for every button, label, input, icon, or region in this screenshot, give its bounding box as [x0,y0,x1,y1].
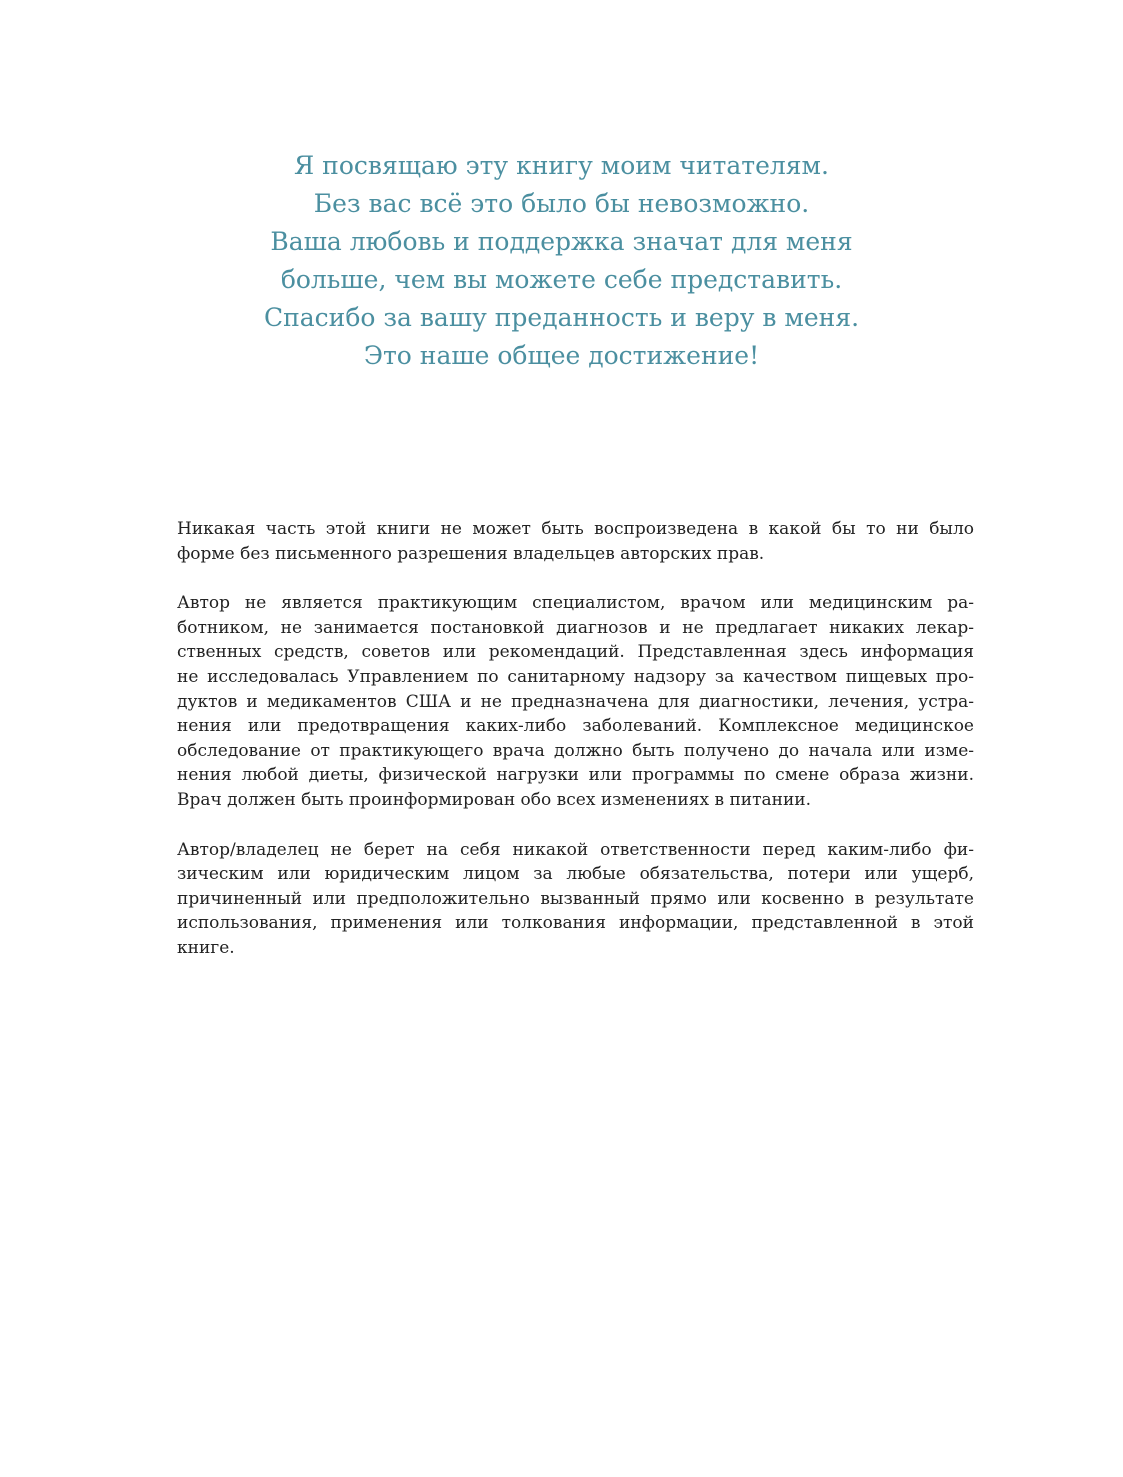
text-line: не исследовалась Управлением по санитарному надзору за качеством пищевых про- [177,666,974,687]
text-line: ственных средств, советов или рекомендаций. Представленная здесь информация [177,642,974,663]
liability-disclaimer-paragraph [177,838,974,961]
dedication-line: больше, чем вы можете себе представить. [280,265,843,294]
copyright-notice [177,517,974,986]
text-line: Никакая часть этой книги не может быть воспроизведена в какой бы то ни было [177,519,974,539]
dedication-line: Я посвящаю эту книгу моим читателям. [294,151,829,180]
text-line: книге. [177,937,235,958]
text-line: использования, применения или толкования информации, представленной в этой [177,913,974,934]
text-line: зическим или юридическим лицом за любые обязательства, потери или ущерб, [177,864,974,885]
dedication [160,147,963,375]
text-line: нения или предотвращения каких-либо заболеваний. Комплексное медицинское [177,716,974,737]
text-line: Автор не является практикующим специалистом, врачом или медицинским ра- [177,593,974,614]
text-line: дуктов и медикаментов США и не предназначена для диагностики, лечения, устра- [177,691,974,712]
dedication-line: Это наше общее достижение! [363,341,760,370]
dedication-line: Спасибо за вашу преданность и веру в меня. [263,303,860,332]
text-line: причиненный или предположительно вызванный прямо или косвенно в результате [177,888,974,909]
text-line: Автор/владелец не берет на себя никакой ответственности перед каким-либо фи- [177,839,974,860]
text-line: Врач должен быть проинформирован обо всех изменениях в питании. [177,789,812,810]
dedication-line: Без вас всё это было бы невозможно. [313,189,810,218]
text-line: обследование от практикующего врача должно быть получено до начала или изме- [177,740,974,761]
dedication-line: Ваша любовь и поддержка значат для меня [270,227,853,256]
medical-disclaimer-paragraph [177,591,974,812]
copyright-paragraph [177,517,974,566]
text-line: нения любой диеты, физической нагрузки или программы по смене образа жизни. [177,765,974,786]
text-line: ботником, не занимается постановкой диагнозов и не предлагает никаких лекар- [177,617,974,638]
text-line: форме без письменного разрешения владельцев авторских прав. [177,543,765,564]
